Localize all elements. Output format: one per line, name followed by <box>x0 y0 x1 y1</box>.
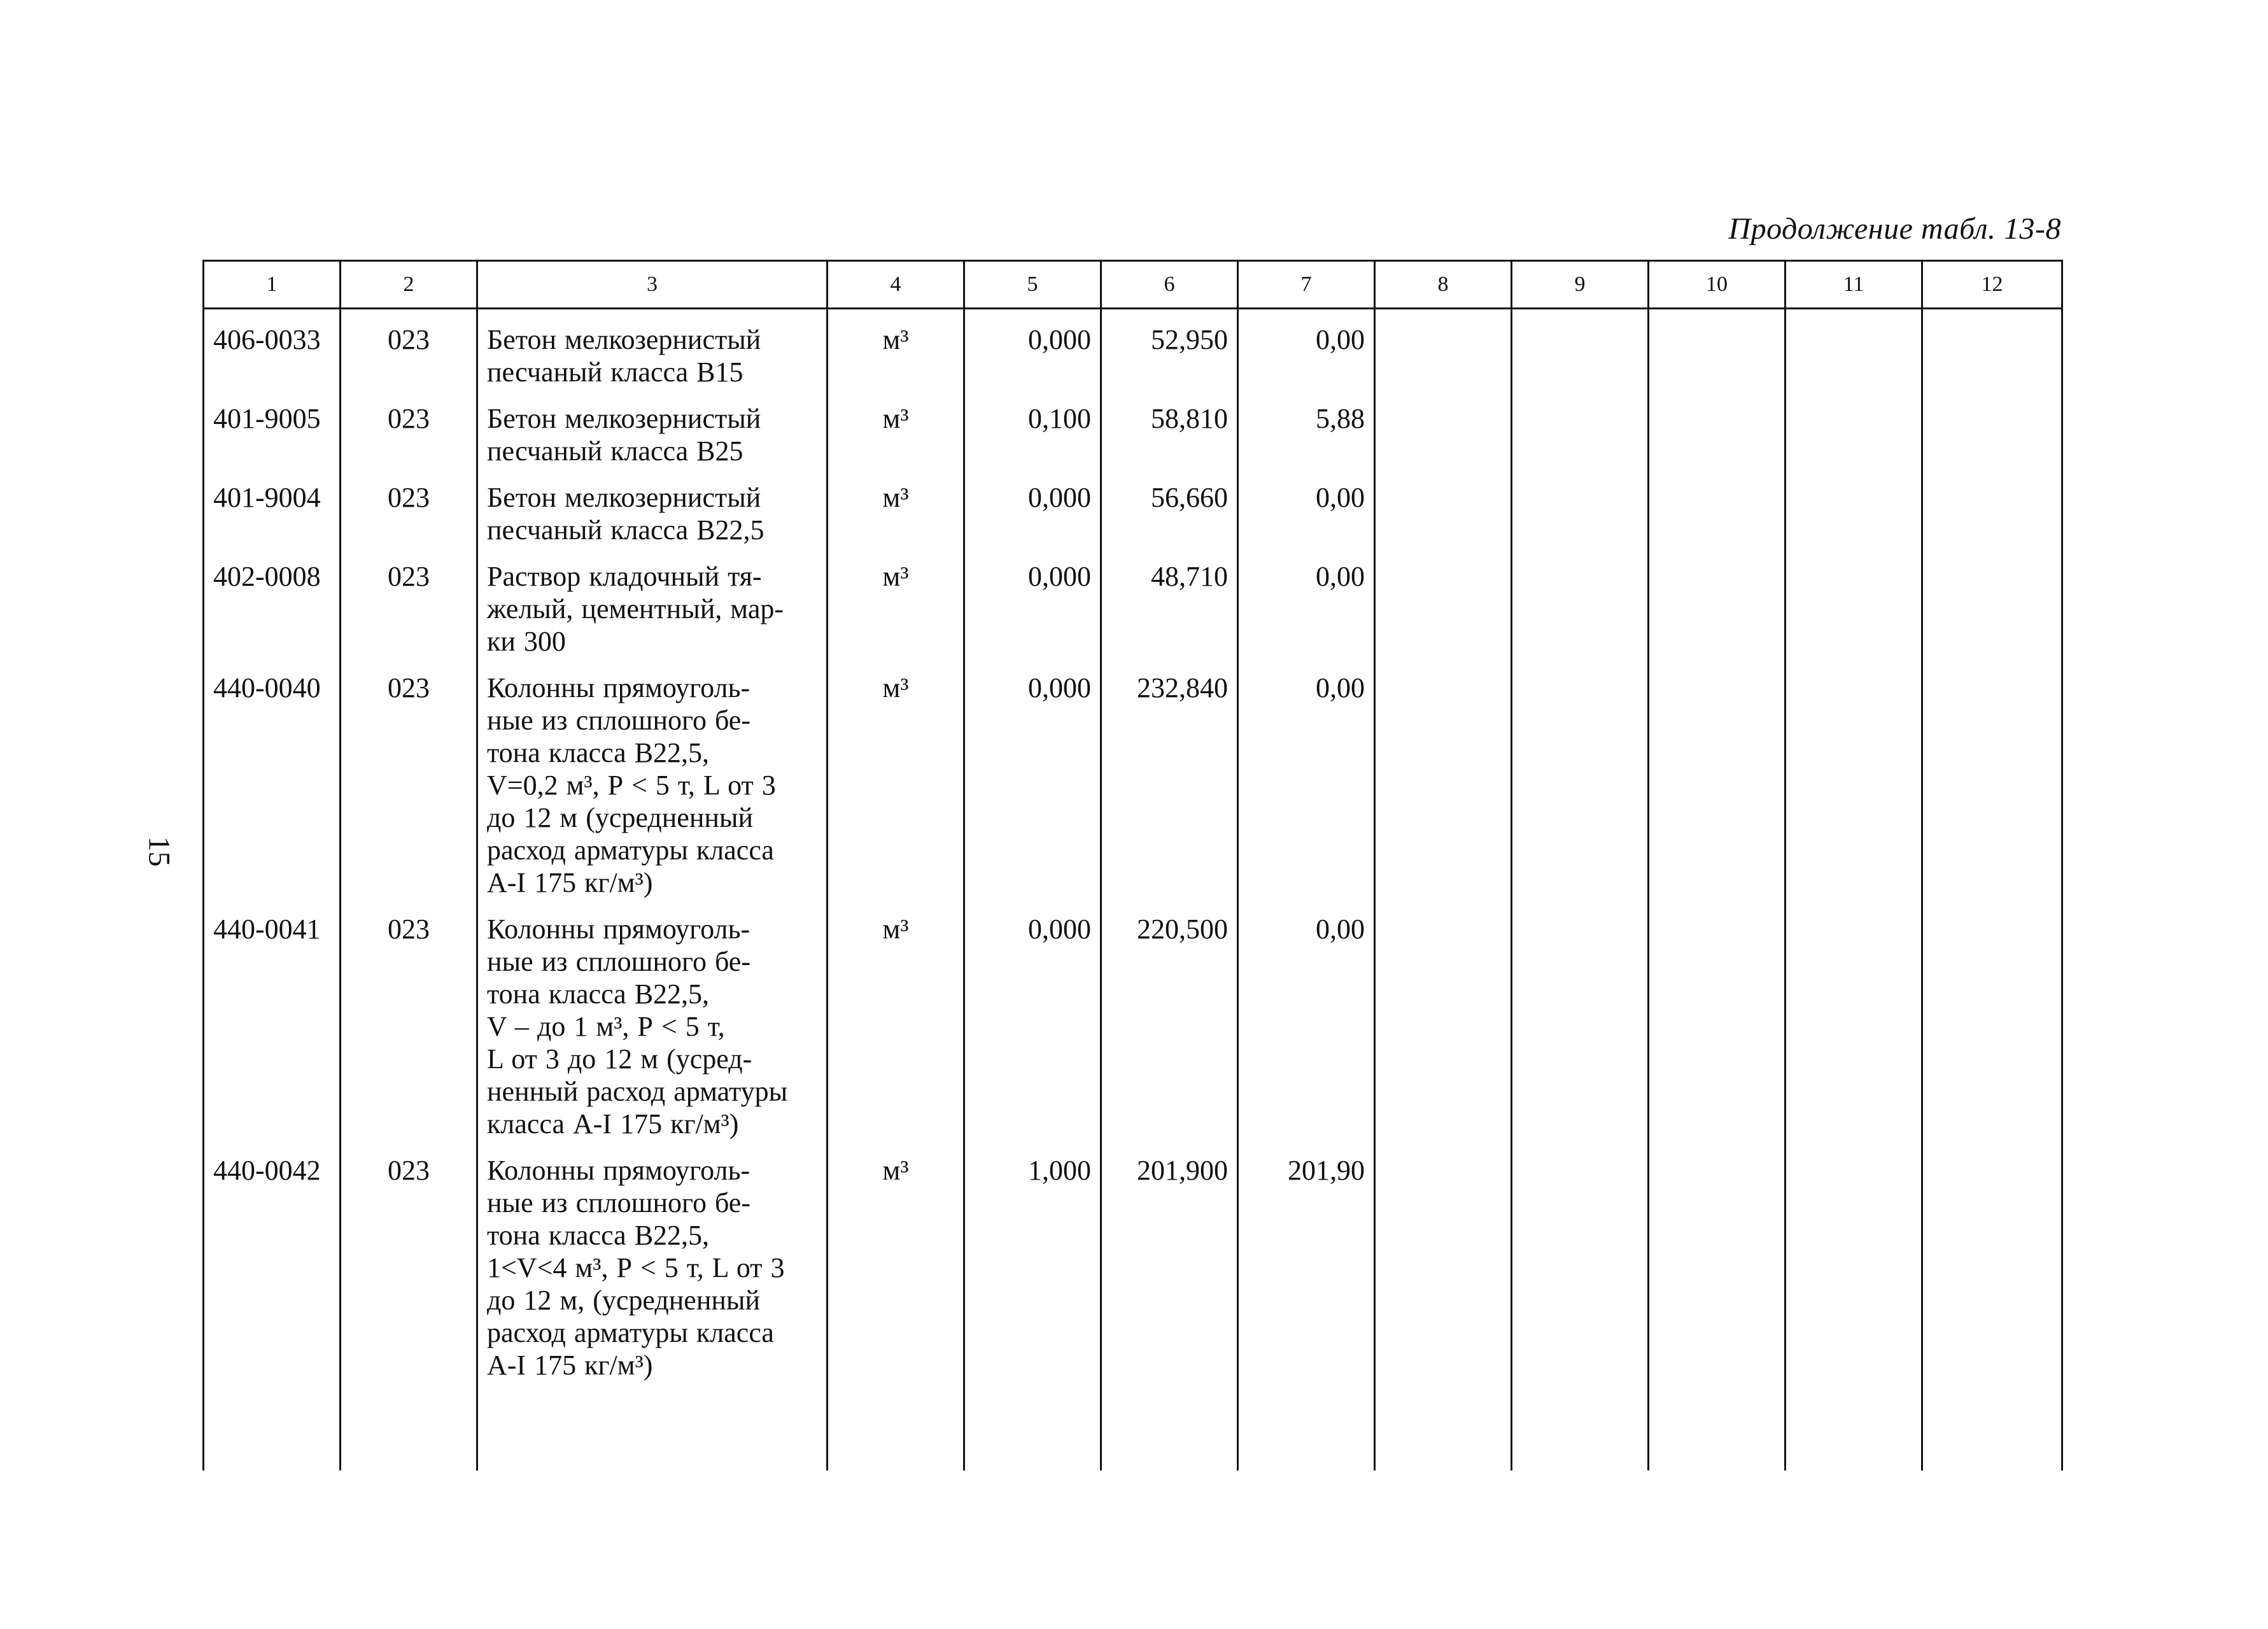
unit-of-measure: м³ <box>828 388 964 467</box>
empty-cell <box>1512 899 1649 1140</box>
resource-description <box>477 546 828 658</box>
resource-code: 402-0008 <box>204 546 341 658</box>
empty-cell <box>1922 1381 2062 1470</box>
empty-cell <box>1786 546 1922 658</box>
table-row <box>204 388 2062 467</box>
description-line: ные из сплошного бе- <box>487 705 750 736</box>
column-header: 9 <box>1512 261 1649 309</box>
description-line: песчаный класса В25 <box>487 435 743 467</box>
total-cost: 0,00 <box>1238 467 1375 546</box>
unit-price: 58,810 <box>1101 388 1238 467</box>
unit-of-measure: м³ <box>828 309 964 389</box>
section-code: 023 <box>341 467 477 546</box>
resource-code: 401-9004 <box>204 467 341 546</box>
total-cost: 0,00 <box>1238 899 1375 1140</box>
empty-cell <box>1649 1140 1786 1381</box>
resource-description <box>477 1140 828 1381</box>
empty-cell <box>1649 467 1786 546</box>
empty-cell <box>1649 388 1786 467</box>
description-line: до 12 м, (усредненный <box>487 1285 761 1316</box>
column-number-header <box>204 261 2062 309</box>
empty-cell <box>1786 1381 1922 1470</box>
resource-description <box>477 467 828 546</box>
empty-cell <box>1512 1140 1649 1381</box>
total-cost: 201,90 <box>1238 1140 1375 1381</box>
empty-cell <box>964 1381 1101 1470</box>
column-header: 10 <box>1649 261 1786 309</box>
empty-cell <box>1922 388 2062 467</box>
unit-price: 220,500 <box>1101 899 1238 1140</box>
quantity: 0,000 <box>964 899 1101 1140</box>
section-code: 023 <box>341 309 477 389</box>
description-line: А-I 175 кг/м³) <box>487 867 653 898</box>
column-header: 4 <box>828 261 964 309</box>
empty-cell <box>1512 309 1649 389</box>
section-code: 023 <box>341 899 477 1140</box>
empty-cell <box>1649 546 1786 658</box>
description-line: тона класса В22,5, <box>487 978 710 1010</box>
empty-cell <box>1238 1381 1375 1470</box>
description-line: Раствор кладочный тя- <box>487 561 762 592</box>
column-header: 1 <box>204 261 341 309</box>
empty-cell <box>1786 388 1922 467</box>
section-code: 023 <box>341 546 477 658</box>
table-continuation-caption: Продолжение табл. 13-8 <box>1728 212 2061 246</box>
unit-of-measure: м³ <box>828 658 964 899</box>
table-row <box>204 467 2062 546</box>
description-line: L от 3 до 12 м (усред- <box>487 1043 752 1075</box>
column-header: 2 <box>341 261 477 309</box>
quantity: 0,000 <box>964 467 1101 546</box>
resource-description <box>477 388 828 467</box>
section-code: 023 <box>341 388 477 467</box>
empty-cell <box>1512 388 1649 467</box>
column-header: 7 <box>1238 261 1375 309</box>
quantity: 0,000 <box>964 546 1101 658</box>
empty-cell <box>477 1381 828 1470</box>
description-line: класса А-I 175 кг/м³) <box>487 1108 739 1139</box>
resource-description <box>477 658 828 899</box>
empty-cell <box>1375 388 1512 467</box>
table-row <box>204 309 2062 389</box>
unit-of-measure: м³ <box>828 546 964 658</box>
total-cost: 0,00 <box>1238 546 1375 658</box>
resource-code: 406-0033 <box>204 309 341 389</box>
unit-price: 56,660 <box>1101 467 1238 546</box>
empty-cell <box>1375 1381 1512 1470</box>
empty-cell <box>1786 1140 1922 1381</box>
description-line: А-I 175 кг/м³) <box>487 1350 653 1381</box>
unit-price: 52,950 <box>1101 309 1238 389</box>
empty-cell <box>828 1381 964 1470</box>
total-cost: 0,00 <box>1238 309 1375 389</box>
quantity: 0,000 <box>964 658 1101 899</box>
empty-cell <box>1786 658 1922 899</box>
quantity: 0,000 <box>964 309 1101 389</box>
column-header: 12 <box>1922 261 2062 309</box>
empty-cell <box>1786 899 1922 1140</box>
empty-cell <box>1922 546 2062 658</box>
resource-code: 440-0041 <box>204 899 341 1140</box>
description-line: песчаный класса В15 <box>487 356 743 388</box>
column-header: 11 <box>1786 261 1922 309</box>
column-header: 6 <box>1101 261 1238 309</box>
unit-price: 232,840 <box>1101 658 1238 899</box>
unit-of-measure: м³ <box>828 467 964 546</box>
resource-description <box>477 899 828 1140</box>
empty-cell <box>1922 1140 2062 1381</box>
empty-cell <box>1922 899 2062 1140</box>
empty-cell <box>1375 899 1512 1140</box>
empty-cell <box>204 1381 341 1470</box>
empty-cell <box>1512 658 1649 899</box>
empty-cell <box>1375 546 1512 658</box>
table-row <box>204 658 2062 899</box>
description-line: желый, цементный, мар- <box>487 593 784 624</box>
description-line: ненный расход арматуры <box>487 1076 788 1107</box>
empty-cell <box>1786 309 1922 389</box>
description-line: ные из сплошного бе- <box>487 946 750 977</box>
description-line: V=0,2 м³, Р < 5 т, L от 3 <box>487 770 776 801</box>
unit-of-measure: м³ <box>828 1140 964 1381</box>
empty-cell <box>341 1381 477 1470</box>
description-line: ки 300 <box>487 626 566 657</box>
empty-cell <box>1649 899 1786 1140</box>
description-line: Колонны прямоуголь- <box>487 1155 750 1186</box>
table-row <box>204 546 2062 658</box>
empty-cell <box>1512 1381 1649 1470</box>
total-cost: 5,88 <box>1238 388 1375 467</box>
description-line: тона класса В22,5, <box>487 737 710 768</box>
description-line: расход арматуры класса <box>487 835 774 866</box>
column-header: 3 <box>477 261 828 309</box>
empty-cell <box>1375 1140 1512 1381</box>
table-row <box>204 1140 2062 1381</box>
section-code: 023 <box>341 1140 477 1381</box>
empty-cell <box>1922 658 2062 899</box>
empty-cell <box>1375 467 1512 546</box>
empty-cell <box>1512 546 1649 658</box>
unit-price: 201,900 <box>1101 1140 1238 1381</box>
column-header: 8 <box>1375 261 1512 309</box>
description-line: 1<V<4 м³, Р < 5 т, L от 3 <box>487 1252 785 1283</box>
description-line: Бетон мелкозернистый <box>487 482 761 513</box>
resource-code: 440-0042 <box>204 1140 341 1381</box>
description-line: тона класса В22,5, <box>487 1220 710 1251</box>
resource-description <box>477 309 828 389</box>
resource-code: 440-0040 <box>204 658 341 899</box>
description-line: ные из сплошного бе- <box>487 1187 750 1218</box>
empty-cell <box>1922 467 2062 546</box>
empty-cell <box>1101 1381 1238 1470</box>
description-line: Бетон мелкозернистый <box>487 403 761 434</box>
description-line: V – до 1 м³, Р < 5 т, <box>487 1011 725 1042</box>
empty-cell <box>1649 658 1786 899</box>
resource-table <box>202 260 2063 1470</box>
empty-cell <box>1649 1381 1786 1470</box>
empty-cell <box>1922 309 2062 389</box>
empty-cell <box>1649 309 1786 389</box>
description-line: расход арматуры класса <box>487 1317 774 1348</box>
unit-of-measure: м³ <box>828 899 964 1140</box>
description-line: до 12 м (усредненный <box>487 802 754 833</box>
table-row <box>204 899 2062 1140</box>
table-trailing-space <box>204 1381 2062 1470</box>
empty-cell <box>1375 309 1512 389</box>
column-header: 5 <box>964 261 1101 309</box>
empty-cell <box>1786 467 1922 546</box>
quantity: 0,100 <box>964 388 1101 467</box>
description-line: Бетон мелкозернистый <box>487 324 761 355</box>
resource-code: 401-9005 <box>204 388 341 467</box>
section-code: 023 <box>341 658 477 899</box>
page-number: 15 <box>142 836 176 867</box>
empty-cell <box>1375 658 1512 899</box>
unit-price: 48,710 <box>1101 546 1238 658</box>
description-line: Колонны прямоуголь- <box>487 672 750 703</box>
description-line: песчаный класса В22,5 <box>487 514 764 546</box>
description-line: Колонны прямоуголь- <box>487 913 750 945</box>
total-cost: 0,00 <box>1238 658 1375 899</box>
quantity: 1,000 <box>964 1140 1101 1381</box>
empty-cell <box>1512 467 1649 546</box>
